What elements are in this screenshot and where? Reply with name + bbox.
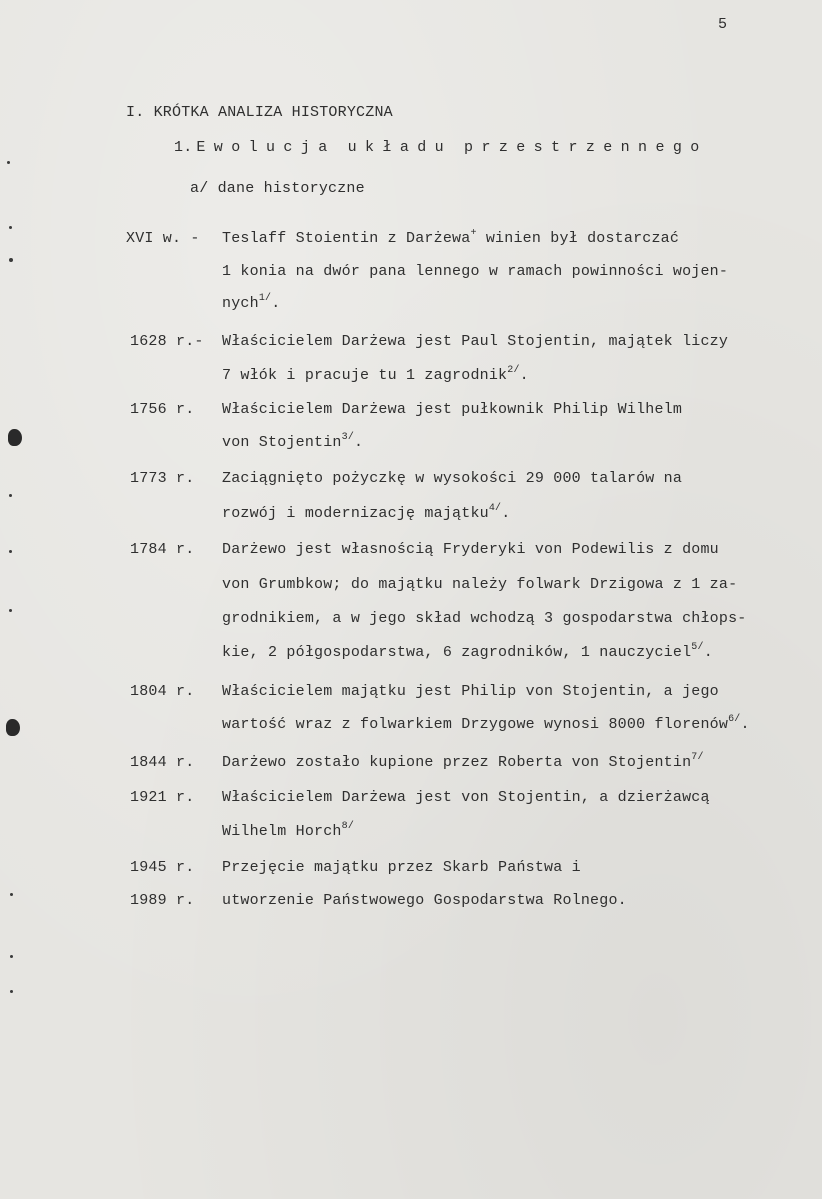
entry-text-line: von Grumbkow; do majątku należy folwark Drzigowa z 1 za- bbox=[222, 576, 738, 593]
entry-text-line: rozwój i modernizację majątku$^{4/}$. bbox=[222, 503, 511, 522]
entry-date: 1628 r.- bbox=[130, 333, 204, 350]
entry-text-line: Darżewo zostało kupione przez Roberta von Stojentin$^{7/}$ bbox=[222, 752, 704, 771]
entry-date: XVI w. - bbox=[126, 230, 200, 247]
entry-text-line: wartość wraz z folwarkiem Drzygowe wynosi 8000 florenów$^{6/}$. bbox=[222, 714, 750, 733]
entry-text-line: Wilhelm Horch$^{8/}$ bbox=[222, 821, 355, 840]
page-number: 5 bbox=[718, 16, 728, 33]
section-number: 1. bbox=[174, 139, 193, 156]
footnote-ref: 7/ bbox=[691, 752, 704, 763]
footnote-ref: 6/ bbox=[728, 714, 741, 725]
margin-speck bbox=[9, 494, 12, 497]
margin-speck bbox=[9, 258, 13, 262]
entry-text-line: 7 włók i pracuje tu 1 zagrodnik$^{2/}$. bbox=[222, 365, 529, 384]
section-title bbox=[174, 139, 708, 156]
margin-blot bbox=[8, 429, 22, 446]
entry-text-line: utworzenie Państwowego Gospodarstwa Rolnego. bbox=[222, 892, 627, 909]
entry-text-line: von Stojentin$^{3/}$. bbox=[222, 432, 364, 451]
entry-text-line: Właścicielem Darżewa jest pułkownik Philip Wilhelm bbox=[222, 401, 683, 418]
footnote-ref: 5/ bbox=[691, 642, 704, 653]
footnote-ref: 4/ bbox=[488, 503, 502, 514]
margin-speck bbox=[10, 893, 13, 896]
margin-blot bbox=[6, 719, 20, 736]
entry-text-line: Właścicielem majątku jest Philip von Stojentin, a jego bbox=[222, 683, 719, 700]
margin-speck bbox=[9, 226, 12, 229]
entry-text-line: Właścicielem Darżewa jest von Stojentin, a dzierżawcą bbox=[222, 789, 710, 806]
section-word-3: przestrzennego bbox=[464, 139, 708, 156]
entry-date: 1945 r. bbox=[130, 859, 195, 876]
margin-speck bbox=[7, 161, 10, 164]
entry-date: 1844 r. bbox=[130, 754, 195, 771]
entry-text-line: Właścicielem Darżewa jest Paul Stojentin, majątek liczy bbox=[222, 333, 729, 350]
entry-text-line: 1 konia na dwór pana lennego w ramach powinności wojen- bbox=[222, 263, 729, 280]
entry-date: 1989 r. bbox=[130, 892, 195, 909]
footnote-ref: 3/ bbox=[341, 432, 355, 443]
entry-text-line: Przejęcie majątku przez Skarb Państwa i bbox=[222, 859, 581, 876]
entry-text-line: Darżewo jest własnością Fryderyki von Podewilis z domu bbox=[222, 541, 719, 558]
entry-text-line: Teslaff Stoientin z Darżewa+ winien był dostarczać bbox=[222, 228, 680, 247]
section-word-1: Ewolucja bbox=[196, 139, 336, 156]
footnote-mark: + bbox=[470, 228, 477, 239]
chapter-heading: I. KRÓTKA ANALIZA HISTORYCZNA bbox=[126, 104, 393, 121]
entry-text-line: kie, 2 półgospodarstwa, 6 zagrodników, 1 nauczyciel$^{5/}$. bbox=[222, 642, 713, 661]
footnote-ref: 1/ bbox=[258, 293, 272, 304]
footnote-ref: 8/ bbox=[341, 821, 355, 832]
entry-date: 1921 r. bbox=[130, 789, 195, 806]
section-word-2: układu bbox=[347, 139, 453, 156]
entry-date: 1804 r. bbox=[130, 683, 195, 700]
subsection-title: a/ dane historyczne bbox=[190, 180, 365, 197]
entry-text-line: grodnikiem, a w jego skład wchodzą 3 gospodarstwa chłops- bbox=[222, 610, 747, 627]
entry-date: 1773 r. bbox=[130, 470, 195, 487]
entry-text-line: Zaciągnięto pożyczkę w wysokości 29 000 talarów na bbox=[222, 470, 683, 487]
entry-date: 1756 r. bbox=[130, 401, 195, 418]
footnote-ref: 2/ bbox=[507, 365, 520, 376]
margin-speck bbox=[9, 609, 12, 612]
entry-date: 1784 r. bbox=[130, 541, 195, 558]
margin-speck bbox=[10, 990, 13, 993]
margin-speck bbox=[9, 550, 12, 553]
margin-speck bbox=[10, 955, 13, 958]
entry-text-line: nych$^{1/}$. bbox=[222, 293, 281, 312]
